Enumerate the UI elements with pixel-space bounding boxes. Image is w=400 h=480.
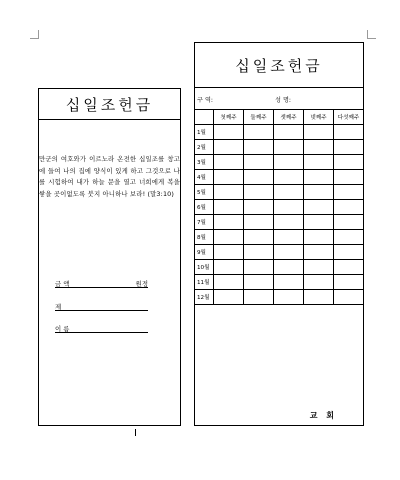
name-field <box>55 324 148 333</box>
week-header: 셋째주 <box>274 110 304 125</box>
month-label: 11월 <box>195 275 214 290</box>
crop-mark-top-left <box>30 30 39 39</box>
entry-cell <box>214 170 244 185</box>
entry-cell <box>334 230 363 245</box>
month-label: 12월 <box>195 290 214 305</box>
month-label: 1월 <box>195 125 214 140</box>
entry-cell <box>274 215 304 230</box>
entry-cell <box>244 125 274 140</box>
entry-cell <box>274 125 304 140</box>
entry-cell <box>244 200 274 215</box>
entry-cell <box>214 215 244 230</box>
member-name-label: 성 명: <box>275 97 292 104</box>
entry-cell <box>334 215 363 230</box>
entry-cell <box>244 260 274 275</box>
entry-cell <box>274 200 304 215</box>
entry-cell <box>274 155 304 170</box>
text-cursor <box>135 429 136 436</box>
amount-unit: 원정 <box>135 280 148 288</box>
tithe-record-card <box>194 42 364 426</box>
entry-cell <box>334 290 363 305</box>
week-header: 둘째주 <box>244 110 274 125</box>
entry-cell <box>334 245 363 260</box>
month-label: 9월 <box>195 245 214 260</box>
entry-cell <box>334 125 363 140</box>
entry-cell <box>214 125 244 140</box>
record-title-box <box>195 43 363 88</box>
table-corner-cell <box>195 110 214 125</box>
entry-cell <box>214 230 244 245</box>
bible-verse: 만군의 여호와가 이르노라 온전한 십일조를 창고에 들여 나의 집에 양식이 있게 하고 그것으로 나를 시험하여 내가 하늘 문을 열고 너희에게 복을 쌓을 곳이없도록 붓지 아니하나 보라! (말3:10) <box>39 155 180 199</box>
entry-cell <box>334 185 363 200</box>
entry-cell <box>214 275 244 290</box>
entry-cell <box>274 185 304 200</box>
entry-cell <box>334 275 363 290</box>
entry-cell <box>304 215 334 230</box>
envelope-title-box <box>39 89 180 120</box>
entry-cell <box>304 260 334 275</box>
record-title: 십일조헌금 <box>235 56 323 75</box>
entry-cell <box>304 290 334 305</box>
month-label: 6월 <box>195 200 214 215</box>
entry-cell <box>244 230 274 245</box>
entry-cell <box>274 245 304 260</box>
entry-cell <box>334 140 363 155</box>
district-label: 구 역: <box>197 97 214 104</box>
name-field-label: 이 름 <box>55 325 70 333</box>
entry-cell <box>214 290 244 305</box>
entry-cell <box>304 230 334 245</box>
entry-cell <box>214 260 244 275</box>
month-label: 2월 <box>195 140 214 155</box>
amount-field <box>55 279 148 288</box>
entry-cell <box>274 260 304 275</box>
week-header: 넷째주 <box>304 110 334 125</box>
entry-cell <box>214 185 244 200</box>
amount-label: 금 액 <box>55 280 70 288</box>
entry-cell <box>244 245 274 260</box>
entry-cell <box>304 155 334 170</box>
entry-cell <box>274 290 304 305</box>
entry-cell <box>214 245 244 260</box>
entry-cell <box>244 290 274 305</box>
church-label: 교 회 <box>309 411 337 420</box>
entry-cell <box>244 140 274 155</box>
record-info-row <box>195 88 363 110</box>
month-label: 10월 <box>195 260 214 275</box>
entry-cell <box>304 125 334 140</box>
record-table <box>195 110 363 305</box>
secondary-field <box>55 302 148 311</box>
entry-cell <box>334 200 363 215</box>
entry-cell <box>214 155 244 170</box>
entry-cell <box>304 140 334 155</box>
month-label: 5월 <box>195 185 214 200</box>
month-label: 4월 <box>195 170 214 185</box>
entry-cell <box>244 215 274 230</box>
entry-cell <box>304 200 334 215</box>
entry-cell <box>274 170 304 185</box>
entry-cell <box>334 155 363 170</box>
entry-cell <box>214 140 244 155</box>
entry-cell <box>304 185 334 200</box>
month-label: 7월 <box>195 215 214 230</box>
month-label: 8월 <box>195 230 214 245</box>
entry-cell <box>274 230 304 245</box>
month-label: 3월 <box>195 155 214 170</box>
week-header: 첫째주 <box>214 110 244 125</box>
entry-cell <box>244 185 274 200</box>
entry-cell <box>304 245 334 260</box>
entry-cell <box>334 260 363 275</box>
envelope-title: 십일조헌금 <box>65 95 154 114</box>
entry-cell <box>274 140 304 155</box>
entry-cell <box>304 275 334 290</box>
secondary-field-label: 제 <box>55 303 62 311</box>
entry-cell <box>304 170 334 185</box>
week-header: 다섯째주 <box>334 110 363 125</box>
crop-mark-top-right <box>367 30 376 39</box>
entry-cell <box>274 275 304 290</box>
entry-cell <box>244 170 274 185</box>
entry-cell <box>334 170 363 185</box>
entry-cell <box>244 155 274 170</box>
entry-cell <box>214 200 244 215</box>
tithe-envelope-card <box>38 88 181 426</box>
entry-cell <box>244 275 274 290</box>
